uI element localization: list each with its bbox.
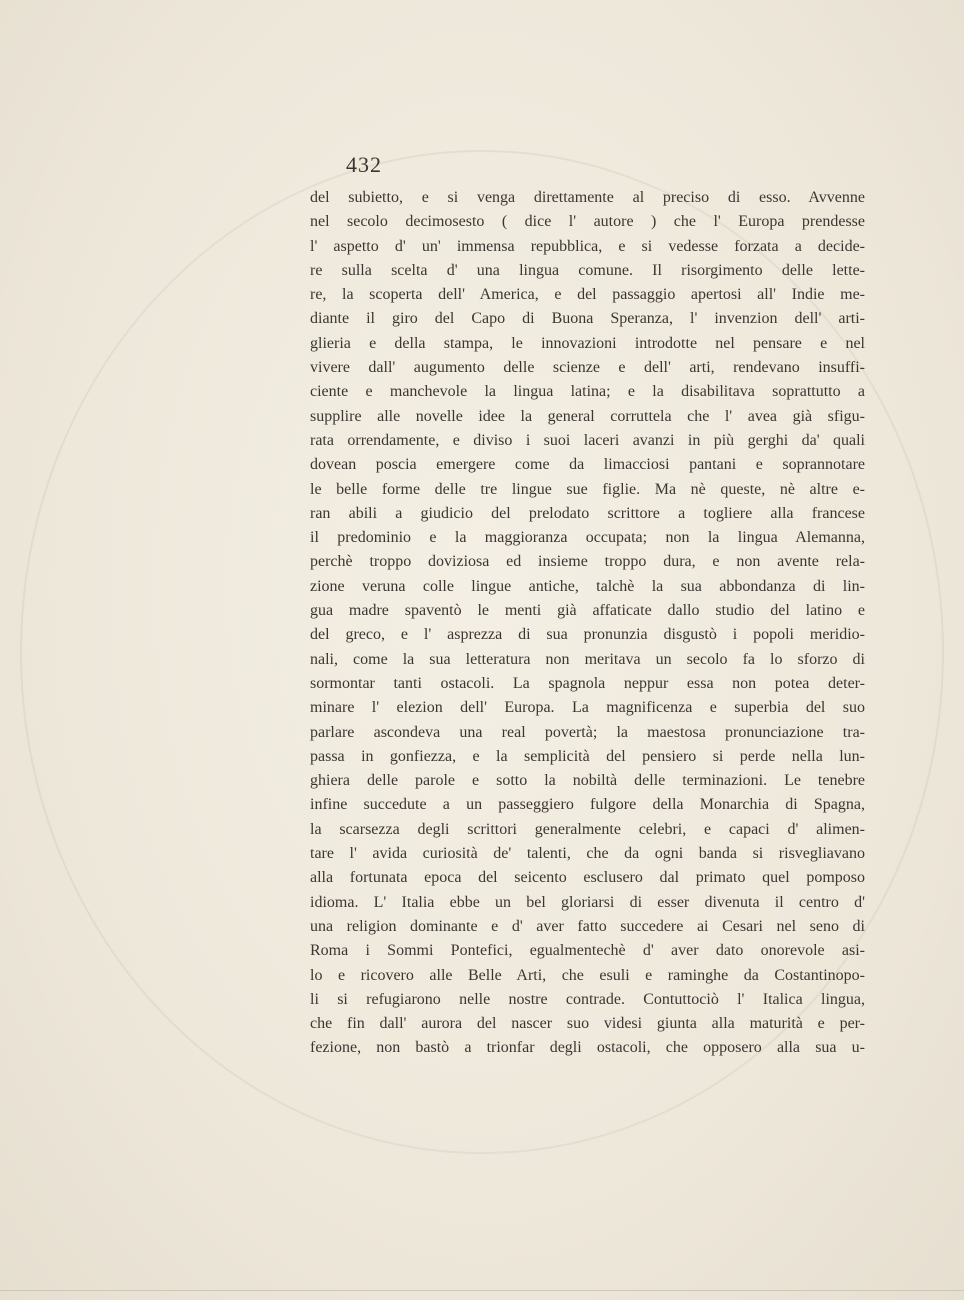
text-line: re, la scoperta dell' America, e del passaggio apertosi all' Indie me- (310, 286, 865, 304)
body-text (310, 186, 865, 1061)
text-line: che fin dall' aurora del nascer suo videsi giunta alla maturità e per- (310, 1015, 865, 1033)
text-line: una religion dominante e d' aver fatto succedere ai Cesari nel seno di (310, 917, 865, 935)
text-line: supplire alle novelle idee la general corruttela che l' avea già sfigu- (310, 407, 865, 425)
text-line: gua madre spaventò le menti già affaticate dallo studio del latino e (310, 602, 865, 620)
text-line: sormontar tanti ostacoli. La spagnola neppur essa non potea deter- (310, 674, 865, 692)
text-line: l' aspetto d' un' immensa repubblica, e si vedesse forzata a decide- (310, 237, 865, 255)
page-edge-line (0, 1290, 964, 1291)
text-line: nel secolo decimosesto ( dice l' autore ) che l' Europa prendesse (310, 213, 865, 231)
text-line: ghiera delle parole e sotto la nobiltà delle terminazioni. Le tenebre (310, 772, 865, 790)
page-number: 432 (346, 152, 382, 177)
text-line: del subietto, e si venga direttamente al preciso di esso. Avvenne (310, 189, 865, 206)
text-line: perchè troppo doviziosa ed insieme troppo dura, e non avente rela- (310, 553, 865, 571)
text-line: re sulla scelta d' una lingua comune. Il risorgimento delle lette- (310, 261, 865, 279)
text-line: glieria e della stampa, le innovazioni introdotte nel pensare e nel (310, 334, 865, 352)
text-line: parlare ascondeva una real povertà; la maestosa pronunciazione tra- (310, 723, 865, 741)
text-line: li si refugiarono nelle nostre contrade. Contuttociò l' Italica lingua, (310, 990, 865, 1008)
text-line: vivere dall' augumento delle scienze e dell' arti, rendevano insuffi- (310, 359, 865, 377)
text-line: minare l' elezion dell' Europa. La magnificenza e superbia del suo (310, 699, 865, 717)
text-line: idioma. L' Italia ebbe un bel gloriarsi di esser divenuta il centro d' (310, 893, 865, 911)
text-line: dovean poscia emergere come da limacciosi pantani e soprannotare (310, 456, 865, 474)
text-line: ciente e manchevole la lingua latina; e la disabilitava soprattutto a (310, 383, 865, 401)
text-line: la scarsezza degli scrittori generalmente celebri, e capaci d' alimen- (310, 820, 865, 838)
text-line: infine succedute a un passeggiero fulgore della Monarchia di Spagna, (310, 796, 865, 814)
text-line: fezione, non bastò a trionfar degli ostacoli, che opposero alla sua u- (310, 1039, 865, 1057)
text-line: tare l' avida curiosità de' talenti, che da ogni banda si risvegliavano (310, 845, 865, 863)
text-line: lo e ricovero alle Belle Arti, che esuli e raminghe da Costantinopo- (310, 966, 865, 984)
text-line: il predominio e la maggioranza occupata; non la lingua Alemanna, (310, 529, 865, 547)
text-line: diante il giro del Capo di Buona Speranza, l' invenzion dell' arti- (310, 310, 865, 328)
text-line: ran abili a giudicio del prelodato scrittore a togliere alla francese (310, 504, 865, 522)
text-line: alla fortunata epoca del seicento esclusero dal primato quel pomposo (310, 869, 865, 887)
text-line: passa in gonfiezza, e la semplicità del pensiero si perde nella lun- (310, 747, 865, 765)
text-line: Roma i Sommi Pontefici, egualmentechè d' aver dato onorevole asi- (310, 942, 865, 960)
text-line: zione veruna colle lingue antiche, talchè la sua abbondanza di lin- (310, 577, 865, 595)
text-line: rata orrendamente, e diviso i suoi laceri avanzi in più gerghi da' quali (310, 431, 865, 449)
text-line: le belle forme delle tre lingue sue figlie. Ma nè queste, nè altre e- (310, 480, 865, 498)
text-line: nali, come la sua letteratura non meritava un secolo fa lo sforzo di (310, 650, 865, 668)
text-line: del greco, e l' asprezza di sua pronunzia disgustò i popoli meridio- (310, 626, 865, 644)
